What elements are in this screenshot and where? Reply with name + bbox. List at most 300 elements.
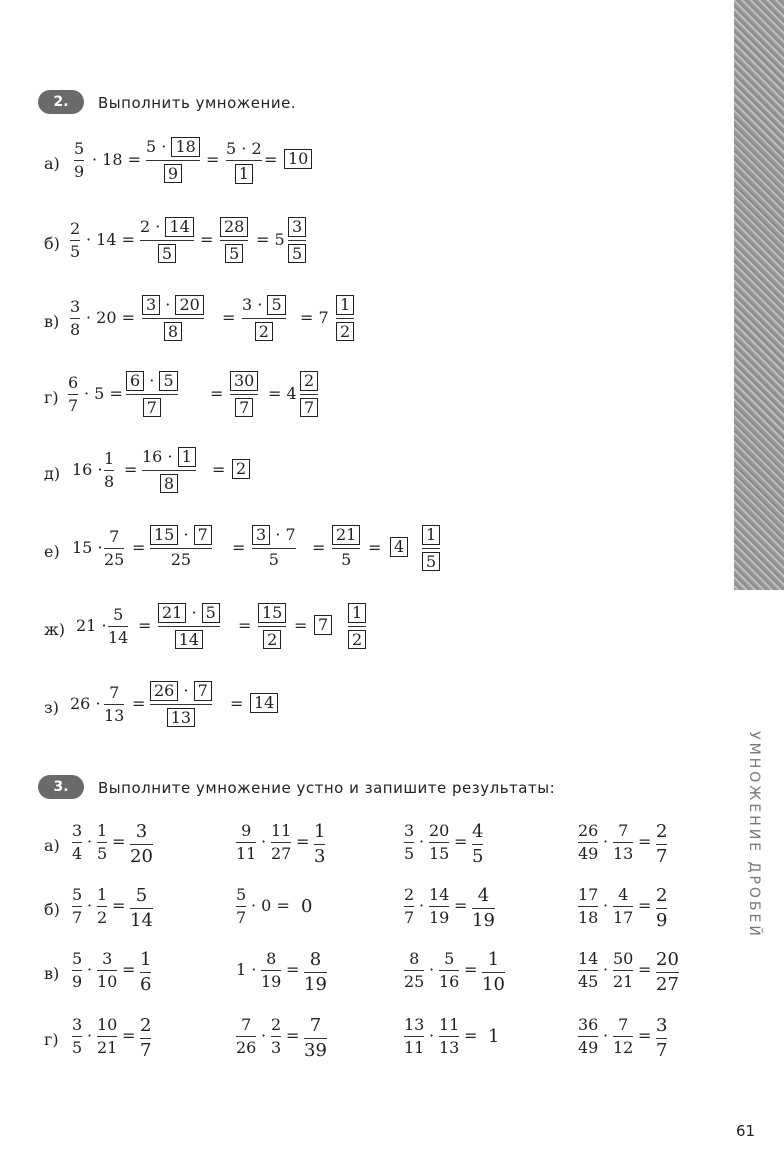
task3-operator: = xyxy=(122,960,136,979)
task2-denominator-answer-box: 2 xyxy=(348,630,366,650)
task2-row-label: г) xyxy=(44,388,59,407)
task2-operator: = 7 xyxy=(300,308,329,327)
task2-numerator-answer-box: 5 xyxy=(267,295,285,315)
task3-fraction-bar xyxy=(404,970,424,971)
task2-denominator xyxy=(158,244,176,264)
task3-operator: · xyxy=(87,896,93,915)
task2-operator: = xyxy=(264,150,278,169)
task3-handwritten-fraction xyxy=(472,823,483,866)
task2-fraction-bar xyxy=(104,704,124,705)
task2-numerator-answer-box: 7 xyxy=(194,525,212,545)
task2-fraction-bar xyxy=(70,318,80,319)
task2-denominator-answer-box: 8 xyxy=(160,474,178,494)
task2-numerator xyxy=(230,371,258,391)
task2-fraction-bar xyxy=(104,470,114,471)
task2-fraction-bar xyxy=(348,626,366,627)
task3-operator: · xyxy=(429,960,435,979)
task3-denominator: 7 xyxy=(140,1040,152,1061)
task3-operator: · xyxy=(87,832,93,851)
task3-fraction-bar xyxy=(271,1036,281,1037)
task3-denominator: 5 xyxy=(72,1038,83,1057)
task2-fraction xyxy=(104,451,114,490)
task3-numerator: 5 xyxy=(236,885,247,904)
task3-fraction-bar xyxy=(578,1036,598,1037)
task2-row-label: д) xyxy=(44,464,61,483)
task3-denominator: 3 xyxy=(314,846,326,867)
task3-operator: = xyxy=(464,960,478,979)
task3-denominator: 14 xyxy=(130,910,153,931)
task3-fraction-bar xyxy=(613,1036,633,1037)
task3-fraction-bar xyxy=(140,972,151,973)
task2-denominator-answer-box: 5 xyxy=(422,552,440,572)
task2-answer xyxy=(390,537,408,557)
task2-operator: 26 · xyxy=(70,694,101,713)
task3-operator: · xyxy=(603,960,609,979)
task2-denominator: 25 xyxy=(104,550,125,569)
task3-numerator: 3 xyxy=(135,821,148,842)
task3-handwritten-fraction xyxy=(656,823,667,866)
task2-numerator-answer-box: 18 xyxy=(171,137,199,157)
task2-fraction xyxy=(104,529,124,568)
task2-fraction-bar xyxy=(332,548,360,549)
task3-operator: = xyxy=(638,832,652,851)
task2-fraction-bar xyxy=(68,394,78,395)
task3-denominator: 11 xyxy=(236,844,257,863)
task2-denominator: 8 xyxy=(104,472,115,491)
task3-fraction xyxy=(236,823,256,862)
task2-numerator-text: 5 · xyxy=(146,137,167,156)
task3-numerator: 20 xyxy=(656,949,679,970)
task3-handwritten-fraction xyxy=(130,823,153,866)
task2-fraction-bar xyxy=(300,394,318,395)
task3-numerator: 5 xyxy=(72,885,83,904)
task3-denominator: 19 xyxy=(304,974,327,995)
task3-fraction-bar xyxy=(236,1036,256,1037)
task2-numerator xyxy=(258,603,286,623)
task2-operator: 16 · xyxy=(72,460,103,479)
task2-numerator-text: 5 · 2 xyxy=(226,139,262,158)
task2-denominator-answer-box: 1 xyxy=(235,164,253,184)
task2-denominator-answer-box: 14 xyxy=(175,630,203,650)
task3-numerator: 2 xyxy=(656,885,668,906)
task3-row-label: в) xyxy=(44,964,60,983)
task3-operator: = xyxy=(122,1026,136,1045)
task3-fraction-bar xyxy=(578,970,598,971)
task3-handwritten-fraction xyxy=(314,823,325,866)
task2-fraction-bar xyxy=(104,548,124,549)
task3-fraction xyxy=(429,887,449,926)
task2-numerator xyxy=(142,295,204,315)
task3-fraction-bar xyxy=(439,1036,459,1037)
task2-denominator xyxy=(341,549,352,569)
task3-denominator: 5 xyxy=(472,846,484,867)
task2-answer xyxy=(250,693,278,713)
task2-denominator xyxy=(263,630,281,650)
task2-denominator xyxy=(235,164,253,184)
task2-denominator-answer-box: 5 xyxy=(288,244,306,264)
task3-denominator: 27 xyxy=(271,844,292,863)
task3-fraction-bar xyxy=(482,972,505,973)
task3-fraction-bar xyxy=(72,906,82,907)
task3-fraction-bar xyxy=(578,906,598,907)
task2-answer xyxy=(284,149,312,169)
task2-number-badge: 2. xyxy=(38,90,84,114)
task3-fraction-bar xyxy=(429,842,449,843)
task3-numerator: 4 xyxy=(477,885,490,906)
task2-fraction xyxy=(150,681,212,727)
task2-numerator-answer-box: 1 xyxy=(336,295,354,315)
task2-denominator xyxy=(348,630,366,650)
task3-denominator: 4 xyxy=(72,844,83,863)
task3-handwritten-fraction xyxy=(304,1017,327,1060)
task3-fraction xyxy=(578,887,598,926)
task2-operator: 21 · xyxy=(76,616,107,635)
task2-numerator-answer-box: 26 xyxy=(150,681,178,701)
task2-denominator xyxy=(288,244,306,264)
task3-denominator: 6 xyxy=(140,974,152,995)
task2-answer xyxy=(232,459,250,479)
task3-numerator: 8 xyxy=(266,949,277,968)
task2-numerator-text: · xyxy=(149,371,155,390)
task3-operator: · xyxy=(419,896,425,915)
task3-operator: = xyxy=(638,896,652,915)
task3-numerator: 3 xyxy=(404,821,415,840)
task3-numerator: 5 xyxy=(135,885,148,906)
task2-fraction-bar xyxy=(288,240,306,241)
task3-fraction-bar xyxy=(304,972,327,973)
task3-numerator: 4 xyxy=(472,821,484,842)
task2-answer-box: 14 xyxy=(250,693,278,713)
task2-fraction xyxy=(140,217,194,263)
task2-fraction-bar xyxy=(142,470,196,471)
task3-numerator: 36 xyxy=(578,1015,599,1034)
task2-fraction xyxy=(226,141,262,184)
task3-fraction-bar xyxy=(72,970,82,971)
task3-denominator: 21 xyxy=(97,1038,118,1057)
task2-denominator xyxy=(300,398,318,418)
section-label-text: УМНОЖЕНИЕ ДРОБЕЙ xyxy=(746,731,762,939)
task3-fraction-bar xyxy=(236,842,256,843)
task3-denominator: 9 xyxy=(72,972,83,991)
task2-operator: · 5 = xyxy=(84,384,123,403)
task3-operator: · xyxy=(419,832,425,851)
task3-operator: = xyxy=(286,960,300,979)
task2-numerator-answer-box: 1 xyxy=(178,447,196,467)
task3-denominator: 5 xyxy=(97,844,108,863)
task2-denominator xyxy=(170,549,192,569)
task3-operator: = xyxy=(454,896,468,915)
task2-denominator xyxy=(255,322,273,342)
task3-numerator: 2 xyxy=(140,1015,152,1036)
task2-row-label: е) xyxy=(44,542,60,561)
task3-denominator: 20 xyxy=(130,846,153,867)
task2-numerator xyxy=(226,141,262,157)
task3-handwritten-answer: 0 xyxy=(301,896,313,917)
task3-fraction-bar xyxy=(314,844,325,845)
task3-fraction xyxy=(271,823,291,862)
task3-numerator: 5 xyxy=(72,949,83,968)
task2-numerator xyxy=(300,371,318,391)
task2-title: Выполнить умножение. xyxy=(98,94,297,112)
task2-numerator-answer-box: 15 xyxy=(258,603,286,623)
task2-numerator-answer-box: 14 xyxy=(165,217,193,237)
task3-numerator: 3 xyxy=(72,1015,83,1034)
task2-fraction xyxy=(348,603,366,649)
task2-numerator-text: 16 · xyxy=(142,447,173,466)
task2-numerator: 7 xyxy=(109,683,120,702)
task3-fraction-bar xyxy=(97,970,117,971)
task2-operator: = xyxy=(132,694,146,713)
task2-fraction xyxy=(108,607,128,646)
task3-numerator: 7 xyxy=(309,1015,322,1036)
task2-fraction xyxy=(220,217,248,263)
task2-answer-box: 10 xyxy=(284,149,312,169)
task2-numerator-text: · xyxy=(191,603,197,622)
task3-numerator: 14 xyxy=(429,885,450,904)
task3-operator: · xyxy=(261,832,267,851)
task2-operator: · 20 = xyxy=(86,308,136,327)
task2-numerator-answer-box: 6 xyxy=(126,371,144,391)
task3-denominator: 7 xyxy=(236,908,247,927)
task3-denominator: 13 xyxy=(613,844,634,863)
task3-operator: = xyxy=(454,832,468,851)
task3-numerator: 11 xyxy=(439,1015,460,1034)
task3-numerator: 2 xyxy=(404,885,415,904)
task3-title: Выполните умножение устно и запишите результаты: xyxy=(98,779,556,797)
task2-operator: = xyxy=(230,694,244,713)
task2-denominator: 9 xyxy=(74,162,85,181)
task3-fraction xyxy=(578,823,598,862)
task2-operator: = xyxy=(232,538,246,557)
task3-denominator: 7 xyxy=(72,908,83,927)
task2-numerator xyxy=(150,681,212,701)
task3-fraction-bar xyxy=(97,1036,117,1037)
task3-operator: · xyxy=(603,832,609,851)
task2-fraction xyxy=(68,375,78,414)
task3-fraction-bar xyxy=(72,1036,82,1037)
task2-denominator-answer-box: 8 xyxy=(164,322,182,342)
task2-denominator xyxy=(225,244,243,264)
task3-fraction-bar xyxy=(72,842,82,843)
task3-fraction-bar xyxy=(97,842,107,843)
task3-denominator: 12 xyxy=(613,1038,634,1057)
task3-fraction xyxy=(578,1017,598,1056)
task2-numerator: 5 xyxy=(113,605,124,624)
task2-operator: = xyxy=(368,538,382,557)
task3-handwritten-fraction xyxy=(130,887,153,930)
task2-fraction xyxy=(252,525,296,568)
task3-numerator: 8 xyxy=(409,949,420,968)
task3-operator: · xyxy=(87,1026,93,1045)
task3-row-label: б) xyxy=(44,900,60,919)
task2-denominator xyxy=(422,552,440,572)
task3-numerator: 7 xyxy=(241,1015,252,1034)
task2-operator: = xyxy=(200,230,214,249)
task3-fraction-bar xyxy=(613,906,633,907)
task3-denominator: 18 xyxy=(578,908,599,927)
task2-answer-box: 2 xyxy=(232,459,250,479)
task2-operator: = xyxy=(138,616,152,635)
task2-fraction-bar xyxy=(158,626,220,627)
task2-fraction-bar xyxy=(150,548,212,549)
task2-fraction xyxy=(150,525,212,568)
task2-denominator xyxy=(336,322,354,342)
task2-fraction xyxy=(288,217,306,263)
task2-denominator-answer-box: 2 xyxy=(336,322,354,342)
task2-numerator-answer-box: 21 xyxy=(158,603,186,623)
task2-fraction-bar xyxy=(74,160,84,161)
task3-denominator: 21 xyxy=(613,972,634,991)
task2-denominator: 13 xyxy=(104,706,125,725)
task2-denominator: 8 xyxy=(70,320,81,339)
section-side-label xyxy=(742,730,766,940)
task2-numerator-text: · 7 xyxy=(275,525,296,544)
task3-handwritten-fraction xyxy=(656,1017,667,1060)
task2-numerator-answer-box: 5 xyxy=(202,603,220,623)
task2-operator: · 14 = xyxy=(86,230,136,249)
task2-fraction-bar xyxy=(108,626,128,627)
task3-fraction-bar xyxy=(613,842,633,843)
task2-numerator xyxy=(422,525,440,545)
task2-numerator xyxy=(142,447,196,467)
task3-numerator: 20 xyxy=(429,821,450,840)
task3-number-badge: 3. xyxy=(38,775,84,799)
task2-numerator-answer-box: 3 xyxy=(142,295,160,315)
task2-denominator: 7 xyxy=(68,396,79,415)
task2-fraction xyxy=(422,525,440,571)
task3-operator: = xyxy=(464,1026,478,1045)
task3-fraction xyxy=(578,951,598,990)
task3-fraction xyxy=(439,1017,459,1056)
task3-fraction xyxy=(613,1017,633,1056)
task2-denominator xyxy=(160,474,178,494)
task3-numerator: 3 xyxy=(656,1015,668,1036)
task3-numerator: 50 xyxy=(613,949,634,968)
task2-denominator-text: 25 xyxy=(170,549,192,569)
task2-fraction xyxy=(70,221,80,260)
task3-handwritten-answer: 1 xyxy=(488,1026,500,1047)
task3-fraction-bar xyxy=(404,906,414,907)
task2-denominator-answer-box: 7 xyxy=(235,398,253,418)
task3-operator: · xyxy=(261,1026,267,1045)
task2-fraction xyxy=(142,447,196,493)
task3-numerator: 5 xyxy=(444,949,455,968)
task3-fraction-bar xyxy=(130,908,153,909)
task2-fraction-bar xyxy=(226,160,262,161)
task2-denominator-answer-box: 5 xyxy=(225,244,243,264)
task3-denominator: 49 xyxy=(578,1038,599,1057)
task2-operator: = xyxy=(132,538,146,557)
task3-operator: = xyxy=(112,896,126,915)
task3-fraction-bar xyxy=(429,906,449,907)
task2-denominator xyxy=(167,708,195,728)
task2-denominator-answer-box: 9 xyxy=(164,164,182,184)
task3-fraction xyxy=(404,951,424,990)
task2-numerator-text: · xyxy=(183,681,189,700)
task2-denominator-answer-box: 2 xyxy=(263,630,281,650)
task2-fraction-bar xyxy=(70,240,80,241)
task2-row-label: в) xyxy=(44,312,60,331)
task2-numerator xyxy=(332,525,360,545)
task2-fraction-bar xyxy=(242,318,286,319)
task2-operator: = 5 xyxy=(256,230,285,249)
task3-handwritten-fraction xyxy=(140,951,151,994)
task2-numerator xyxy=(220,217,248,237)
task3-denominator: 19 xyxy=(429,908,450,927)
task2-numerator xyxy=(252,525,296,545)
task2-denominator-answer-box: 2 xyxy=(255,322,273,342)
task3-fraction-bar xyxy=(656,908,667,909)
task2-fraction xyxy=(258,603,286,649)
task2-numerator xyxy=(242,295,286,315)
task3-numerator: 17 xyxy=(578,885,599,904)
task3-denominator: 26 xyxy=(236,1038,257,1057)
task3-numerator: 2 xyxy=(656,821,668,842)
task3-denominator: 7 xyxy=(404,908,415,927)
task2-fraction-bar xyxy=(150,704,212,705)
task3-fraction-bar xyxy=(130,844,153,845)
task3-denominator: 10 xyxy=(482,974,505,995)
task2-denominator: 5 xyxy=(70,242,81,261)
task3-numerator: 3 xyxy=(72,821,83,840)
task3-denominator: 2 xyxy=(97,908,108,927)
task3-fraction xyxy=(72,887,82,926)
task3-fraction-bar xyxy=(304,1038,327,1039)
task3-denominator: 9 xyxy=(656,910,668,931)
task2-fraction-bar xyxy=(422,548,440,549)
task2-fraction xyxy=(126,371,178,417)
task3-denominator: 3 xyxy=(271,1038,282,1057)
task3-denominator: 13 xyxy=(439,1038,460,1057)
task2-numerator: 3 xyxy=(70,297,81,316)
task3-operator: · xyxy=(603,1026,609,1045)
task2-fraction-bar xyxy=(146,160,200,161)
task3-handwritten-fraction xyxy=(140,1017,151,1060)
task3-numerator: 11 xyxy=(271,821,292,840)
task2-operator: = xyxy=(222,308,236,327)
task3-operator: = xyxy=(638,960,652,979)
task3-fraction-bar xyxy=(656,1038,667,1039)
task3-numerator: 8 xyxy=(309,949,322,970)
task3-fraction xyxy=(72,823,82,862)
task2-row-label: з) xyxy=(44,698,59,717)
task3-fraction xyxy=(72,951,82,990)
task2-denominator xyxy=(164,322,182,342)
task3-fraction-bar xyxy=(271,842,291,843)
task3-handwritten-fraction xyxy=(656,887,667,930)
task2-numerator xyxy=(140,217,194,237)
task3-denominator: 17 xyxy=(613,908,634,927)
task3-fraction-bar xyxy=(578,842,598,843)
task3-operator: = xyxy=(286,1026,300,1045)
task3-fraction xyxy=(404,1017,424,1056)
task3-numerator: 7 xyxy=(618,821,629,840)
task3-numerator: 1 xyxy=(97,821,108,840)
task3-numerator: 13 xyxy=(404,1015,425,1034)
task2-numerator xyxy=(146,137,200,157)
task2-numerator: 2 xyxy=(70,219,81,238)
task3-denominator: 15 xyxy=(429,844,450,863)
task2-operator: 15 · xyxy=(72,538,103,557)
task3-fraction-bar xyxy=(261,970,281,971)
task2-fraction xyxy=(70,299,80,338)
task2-denominator xyxy=(268,549,279,569)
task2-fraction-bar xyxy=(336,318,354,319)
task2-numerator: 6 xyxy=(68,373,79,392)
task3-numerator: 10 xyxy=(97,1015,118,1034)
task2-numerator xyxy=(288,217,306,237)
task3-numerator: 7 xyxy=(618,1015,629,1034)
